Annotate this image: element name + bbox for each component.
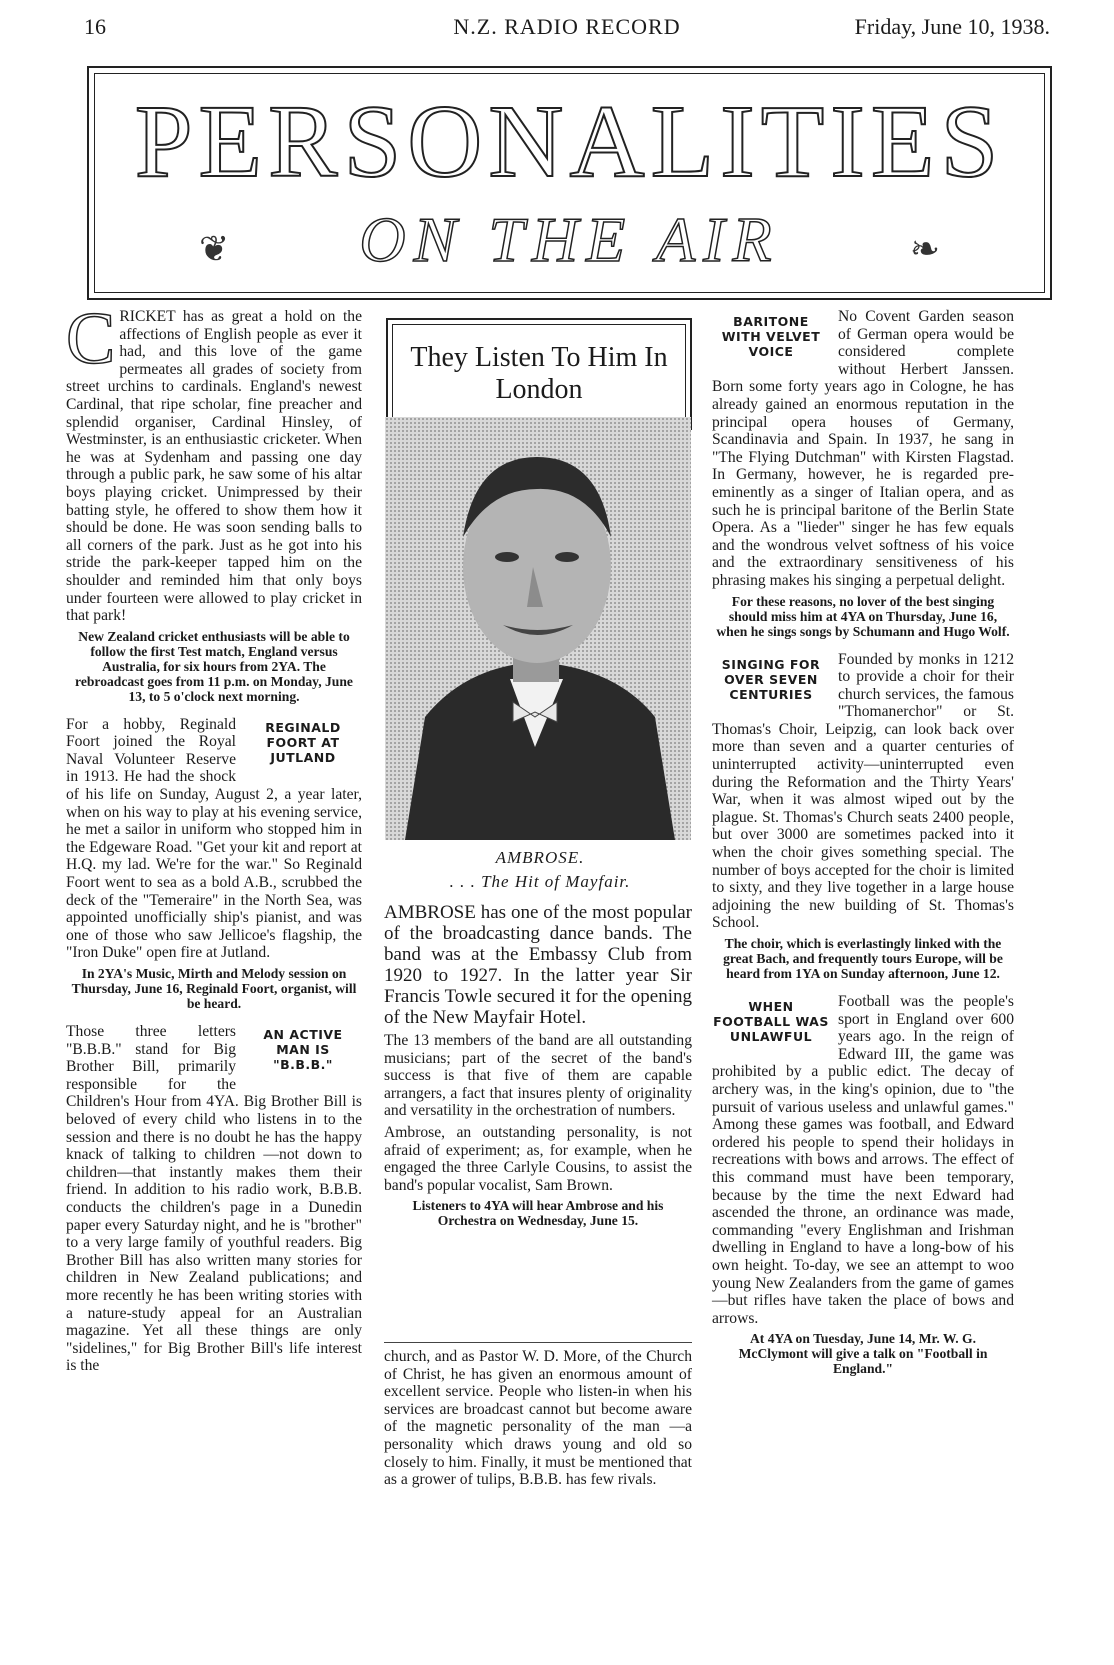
ambrose-box-title bbox=[386, 318, 692, 430]
football-article bbox=[712, 993, 1014, 1376]
bbb-continued-text: church, and as Pastor W. D. More, of the Church of Christ, he has given an enormous amount of excellent service. People who listen-in when his services are broadcast cannot but become aware of the magnetic personality of the man —a personality which draws young and old so closely to him. Finally, it must be mentioned that as a grower of tulips, B.B.B. has few rivals. bbox=[384, 1348, 692, 1489]
masthead-subtitle: ON THE AIR bbox=[359, 204, 780, 275]
ambrose-caption-sub: . . . The Hit of Mayfair. bbox=[449, 872, 631, 891]
football-note: At 4YA on Tuesday, June 14, Mr. W. G. McClymont will give a talk on "Football in England." bbox=[738, 1331, 988, 1377]
choir-article bbox=[712, 651, 1014, 982]
page-header bbox=[84, 14, 1050, 42]
publication-title: N.Z. RADIO RECORD bbox=[453, 14, 681, 39]
cricket-text: RICKET has as great a hold on the affections of English people as ever it had, and this love of the game permeates all grades of society from street urchins to cardinals. England's newest Cardinal, that ripe scholar, fine preacher and splendid organiser, Cardinal Hinsley, of Westminster, is an enthusiastic cricketer. When he was at Sydenham and passing one day through a public park, he saw some of his altar boys playing cricket. Unimpressed by their batting style, he offered to show them how it should be done. He was soon sending balls to all corners of the park. Just as he got into his stride the park-keeper tapped him on the shoulder and reminded him that only boys under fourteen were allowed to play cricket in that park! bbox=[66, 308, 362, 625]
ambrose-box-title-text: They Listen To Him In London bbox=[392, 324, 686, 424]
issue-date: Friday, June 10, 1938. bbox=[854, 14, 1050, 39]
bbb-continued-column bbox=[384, 1348, 692, 1493]
janssen-article bbox=[712, 308, 1014, 639]
right-ornament-icon: ❧ bbox=[909, 229, 940, 269]
janssen-heading: BARITONE WITH VELVET VOICE bbox=[721, 314, 821, 359]
page-number: 16 bbox=[84, 14, 106, 39]
left-ornament-icon: ❦ bbox=[199, 229, 230, 269]
foort-note: In 2YA's Music, Mirth and Melody session on Thursday, June 16, Reginald Foort, organist, will be heard. bbox=[71, 966, 357, 1011]
ambrose-para1: The 13 members of the band are all outstanding musicians; part of the secret of the band's success is that five of them are capable arrangers, a fact that insures plenty of originality and versatility in the orchestration of numbers. bbox=[384, 1032, 692, 1120]
ambrose-para2: Ambrose, an outstanding personality, is not afraid of experiment; as, for example, when he engaged the three Carlyle Cousins, to assist the band's popular vocalist, Sam Brown. bbox=[384, 1123, 692, 1194]
ambrose-photo bbox=[385, 417, 691, 840]
ambrose-caption-name: AMBROSE. bbox=[495, 848, 585, 867]
ambrose-note: Listeners to 4YA will hear Ambrose and his Orchestra on Wednesday, June 15. bbox=[412, 1198, 664, 1229]
column-divider bbox=[384, 1342, 692, 1343]
choir-heading: SINGING FOR OVER SEVEN CENTURIES bbox=[721, 656, 821, 702]
football-heading: WHEN FOOTBALL WAS UNLAWFUL bbox=[713, 999, 829, 1044]
masthead-title: PERSONALITIES bbox=[134, 84, 1005, 199]
right-column bbox=[712, 308, 1014, 1388]
football-text: Football was the people's sport in England over 600 years ago. In the reign of Edward III, the game was prohibited by a public edict. The decay of archery was, in the king's opinion, due to "the pursuit of various useless and unlawful games." Among these games was football, and Edward ordered his people to spend their holidays in recreations with bows and arrows. The effect of this command must have been temporary, because by the time the next Edward had ascended the throne, an ordinance was made, commanding "every Englishman and Irishman dwelling in England to have a long-bow of his own height. To-day, we see an attempt to woo young New Zealanders from the game of games—but rifles have taken the place of bows and arrows. bbox=[712, 993, 1014, 1327]
cricket-note: New Zealand cricket enthusiasts will be able to follow the first Test match, England versus Australia, for six hours from 2YA. The rebroadcast goes from 11 p.m. on Monday, June 13, to 5 o'clock next morning. bbox=[75, 628, 353, 704]
foort-heading: REGINALD FOORT AT JUTLAND bbox=[265, 719, 341, 765]
drop-cap: C bbox=[66, 298, 116, 380]
foort-article bbox=[66, 716, 362, 1011]
choir-text: Founded by monks in 1212 to provide a choir for their church services, the famous "Thomanerchor" or St. Thomas's Choir, Leipzig, can look back over more than seven and a quarter centuries of uninterrupted activity—uninterrupted even during the Reformation and the Thirty Years' War, when it was almost wiped out by the plague. St. Thomas's Church seats 2400 people, but over 3000 are sometimes packed into it when the choir gives something special. The number of boys accepted for the choir is limited to sixty, and they live together in a large house adjoining the new building of St. Thomas's School. bbox=[712, 650, 1014, 932]
choir-note: The choir, which is everlastingly linked with the great Bach, and frequently tours Europe, will be heard from 1YA on Sunday afternoon, June 12. bbox=[723, 936, 1003, 981]
janssen-text: No Covent Garden season of German opera would be considered complete without Herbert Janssen. Born some forty years ago in Cologne, he has already gained an enormous reputation in the principal opera houses of Germany, Scandinavia and Spain. In 1937, he sang in "The Flying Dutchman" with Kirsten Flagstad. In Germany, however, he is regarded pre-eminently as a singer of Italian opera, and as such he is principal baritone of the Berlin State Opera. As a "lieder" singer he has few equals and the wondrous velvet softness of his voice and the extraordinary sensitiveness of his phrasing makes his singing a perpetual delight. bbox=[712, 308, 1014, 589]
bbb-text: Those three letters "B.B.B." stand for Big Brother Bill, primarily responsible for the Children's Hour from 4YA. Big Brother Bill is beloved of every child who listens in to the session and there is no doubt he has the happy knack of talking to children —not down to children—that instantly makes them their friend. In addition to his radio work, B.B.B. conducts the children's page in a Dunedin paper every Saturday night, and he is "brother" to a very large family of youthful readers. Big Brother Bill has also written many stories for children in New Zealand publications; and more recently he has been writing stories with a nature-study appeal for an Australian magazine. Yet all these things are only "sidelines," for Big Brother Bill's life interest is the bbox=[66, 1023, 362, 1375]
cricket-article bbox=[66, 298, 362, 704]
foort-text: For a hobby, Reginald Foort joined the Royal Naval Volunteer Reserve in 1913. He had the shock of his life on Sunday, August 2, a year later, when on his way to play at his evening service, he met a sailor in uniform who stopped him in the Edgeware Road. "Get your kit and report at H.Q. my lad. We're for the war." So Reginald Foort went to sea as a bold A.B., scrubbed the deck of the "Temeraire" in the North Sea, was appointed unofficially ship's pianist, and was one of those who saw Jellicoe's flagship, the "Iron Duke" open fire at Jutland. bbox=[66, 715, 362, 962]
bbb-article bbox=[66, 1023, 362, 1375]
bbb-heading: AN ACTIVE MAN IS "B.B.B." bbox=[263, 1027, 343, 1072]
left-column bbox=[66, 298, 362, 1379]
ambrose-lead: AMBROSE has one of the most popular of the broadcasting dance bands. The band was at the Embassy Club from 1920 to 1927. In the latter year Sir Francis Towle secured it for the opening of the New Mayfair Hotel. bbox=[384, 902, 692, 1028]
janssen-note: For these reasons, no lover of the best singing should miss him at 4YA on Thursday, June 16, when he sings songs by Schumann and Hugo Wolf. bbox=[716, 593, 1010, 639]
masthead bbox=[87, 66, 1052, 300]
middle-column bbox=[384, 902, 692, 1240]
